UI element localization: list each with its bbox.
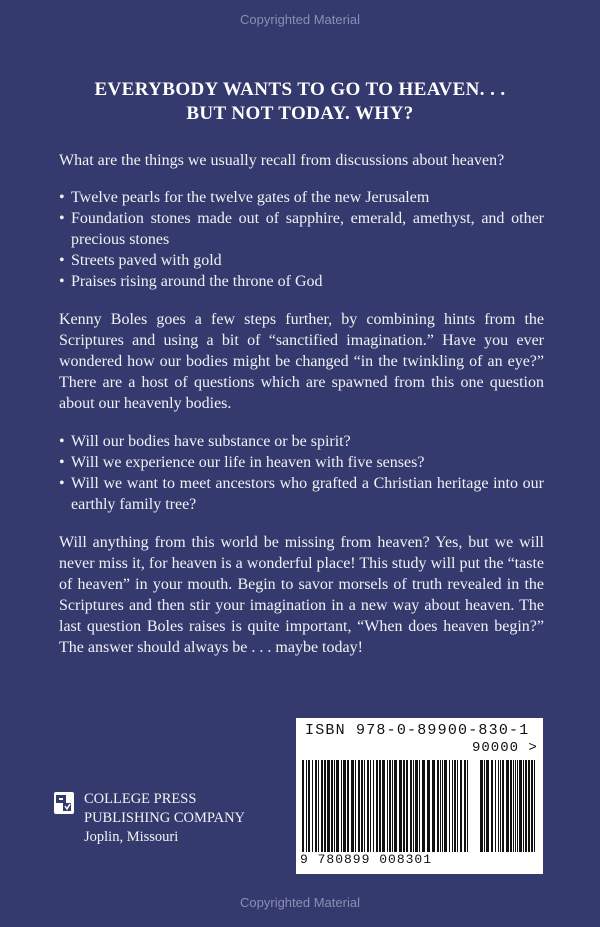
publisher-line-2: PUBLISHING COMPANY <box>84 810 246 826</box>
publisher-logo-icon <box>54 792 74 814</box>
publisher-location: Joplin, Missouri <box>84 829 179 845</box>
heaven-recall-list <box>59 187 544 292</box>
closing-paragraph: Will anything from this world be missing from heaven? Yes, but we will never miss it, for heaven is a wonderful place! This study will put the “taste of heaven” in your mouth. Begin to savor morsels of truth revealed in the Scriptures and then stir your imagination in a new way about heaven. The last question Boles raises is quite important, “When does heaven begin?” The answer should always be . . . maybe today! <box>59 534 544 656</box>
headline-line-1: EVERYBODY WANTS TO GO TO HEAVEN. . . <box>94 79 506 100</box>
list-item: • Will we want to meet ancestors who grafted a Christian heritage into our earthly family tree? <box>59 475 544 513</box>
isbn-number: ISBN 978-0-89900-830-1 <box>305 722 530 739</box>
back-cover-body <box>59 150 544 658</box>
price-code: 90000 > <box>472 740 538 756</box>
barcode-digits: 9 780899 008301 <box>300 852 433 867</box>
watermark-bottom: Copyrighted Material <box>240 895 360 910</box>
author-paragraph: Kenny Boles goes a few steps further, by combining hints from the Scriptures and using a bit of “sanctified imagination.” Have you ever wondered how our bodies might be changed “in the twinkling of an eye?” There are a host of questions which are spawned from this one question about our heavenly bodies. <box>59 311 544 412</box>
isbn-barcode <box>296 718 543 874</box>
list-item: • Praises rising around the throne of God <box>59 273 323 290</box>
list-item: • Streets paved with gold <box>59 252 222 269</box>
headline-line-2: BUT NOT TODAY. WHY? <box>186 103 414 124</box>
barcode-bars <box>302 760 538 852</box>
headline <box>0 78 600 126</box>
list-item: • Foundation stones made out of sapphire, emerald, amethyst, and other precious stones <box>59 210 544 248</box>
publisher-name <box>84 790 245 847</box>
watermark-top: Copyrighted Material <box>240 12 360 27</box>
list-item: • Will we experience our life in heaven with five senses? <box>59 454 425 471</box>
questions-list <box>59 431 544 515</box>
intro-paragraph: What are the things we usually recall from discussions about heaven? <box>59 152 505 169</box>
list-item: • Will our bodies have substance or be spirit? <box>59 433 351 450</box>
publisher-line-1: COLLEGE PRESS <box>84 791 197 807</box>
list-item: • Twelve pearls for the twelve gates of the new Jerusalem <box>59 189 430 206</box>
